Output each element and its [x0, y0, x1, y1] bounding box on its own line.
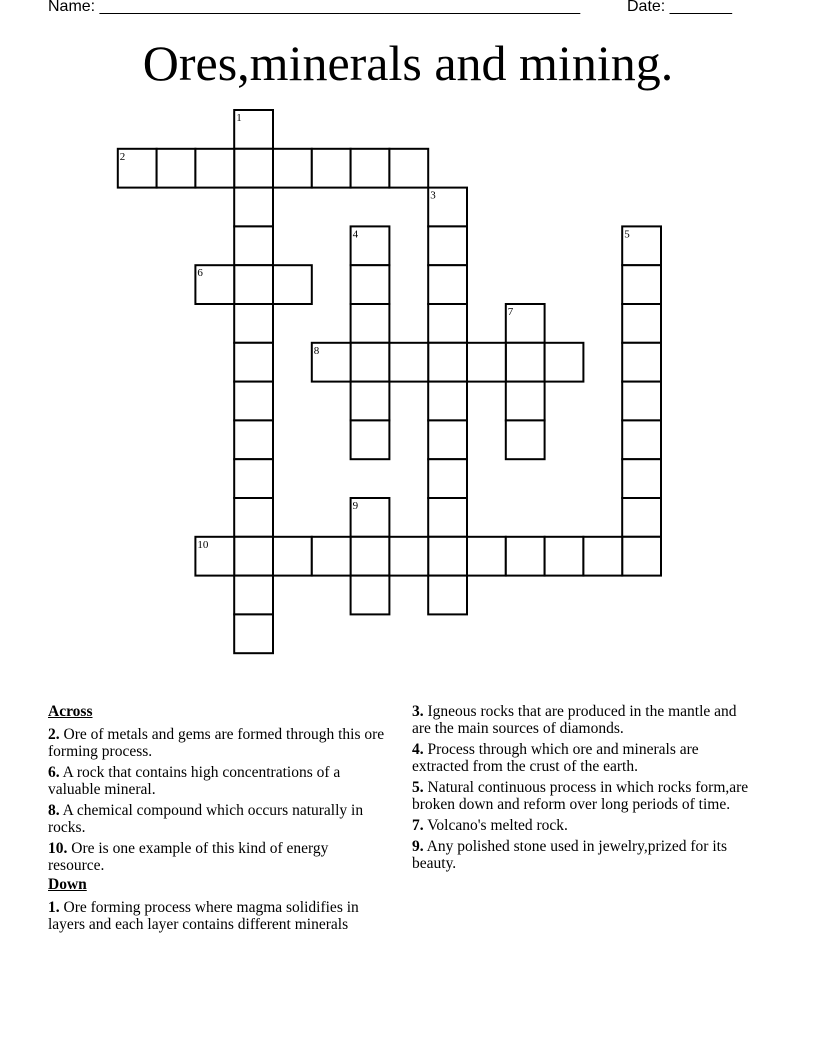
clue-down-7	[412, 817, 752, 834]
grid-cell[interactable]	[545, 343, 584, 382]
clue-number-label: 8	[313, 344, 320, 357]
clue-across-10	[48, 840, 388, 874]
grid-cell[interactable]	[351, 537, 390, 576]
clue-text: A rock that contains high concentrations of a valuable mineral.	[48, 764, 341, 798]
grid-cell[interactable]	[622, 537, 661, 576]
grid-cell[interactable]	[622, 382, 661, 421]
clue-down-4	[412, 741, 752, 775]
clue-down-9	[412, 838, 752, 872]
grid-cell[interactable]	[506, 420, 545, 459]
grid-cell[interactable]	[351, 304, 390, 343]
clue-text: Ore is one example of this kind of energy resource.	[48, 840, 329, 874]
clue-number: 8.	[48, 802, 60, 819]
grid-cell[interactable]	[467, 343, 506, 382]
down-heading: Down	[48, 876, 87, 893]
name-field[interactable]: Name: ______________________________________________________	[48, 0, 581, 15]
clue-number: 1.	[48, 899, 60, 916]
grid-cell[interactable]	[428, 226, 467, 265]
grid-cell[interactable]	[351, 343, 390, 382]
across-heading: Across	[48, 703, 93, 720]
grid-cell[interactable]	[157, 149, 196, 188]
clue-number: 4.	[412, 741, 424, 758]
grid-cell[interactable]	[428, 498, 467, 537]
grid-cell[interactable]	[234, 149, 273, 188]
clue-text: Igneous rocks that are produced in the mantle and are the main sources of diamonds.	[412, 703, 737, 737]
clues-right-column	[412, 703, 752, 876]
grid-cell[interactable]	[428, 576, 467, 615]
clue-number-label: 5	[624, 228, 630, 241]
clue-number-label: 9	[352, 500, 359, 512]
grid-cell[interactable]	[351, 149, 390, 188]
grid-cell[interactable]	[622, 420, 661, 459]
clue-text: Ore of metals and gems are formed through this ore forming process.	[48, 726, 385, 760]
grid-cell[interactable]	[389, 149, 428, 188]
grid-cell[interactable]	[428, 459, 467, 498]
grid-cell[interactable]	[467, 537, 506, 576]
grid-cell[interactable]	[389, 343, 428, 382]
grid-cell[interactable]	[195, 149, 234, 188]
clue-number-label: 6	[197, 267, 203, 280]
grid-cell[interactable]	[273, 149, 312, 188]
clue-across-2	[48, 726, 388, 760]
grid-cell[interactable]	[583, 537, 622, 576]
clue-number-label: 2	[119, 150, 126, 163]
clue-text: A chemical compound which occurs naturally in rocks.	[48, 802, 364, 836]
grid-cell[interactable]	[234, 304, 273, 343]
clue-down-1	[48, 899, 388, 933]
clue-text: Any polished stone used in jewelry,prized for its beauty.	[412, 838, 727, 872]
grid-cell[interactable]	[234, 343, 273, 382]
grid-cell[interactable]	[506, 537, 545, 576]
grid-cell[interactable]	[351, 576, 390, 615]
grid-cell[interactable]	[389, 537, 428, 576]
grid-cell[interactable]	[545, 537, 584, 576]
grid-cell[interactable]	[622, 343, 661, 382]
clue-down-3	[412, 703, 752, 737]
grid-cell[interactable]	[273, 537, 312, 576]
grid-cell[interactable]	[234, 614, 273, 653]
grid-cell[interactable]	[351, 420, 390, 459]
grid-cell[interactable]	[234, 498, 273, 537]
grid-cell[interactable]	[622, 459, 661, 498]
grid-cell[interactable]	[351, 265, 390, 304]
grid-cell[interactable]	[312, 149, 351, 188]
grid-cell[interactable]	[428, 343, 467, 382]
clue-text: Natural continuous process in which rocks form,are broken down and reform over long periods of time.	[412, 779, 749, 813]
grid-cell[interactable]	[428, 304, 467, 343]
clue-text: Volcano's melted rock.	[427, 817, 568, 834]
grid-cell[interactable]	[234, 265, 273, 304]
date-field[interactable]: Date: _______	[627, 0, 732, 15]
clue-down-5	[412, 779, 752, 813]
clue-number-label: 4	[352, 228, 359, 241]
grid-cell[interactable]	[234, 382, 273, 421]
grid-cell[interactable]	[622, 265, 661, 304]
clue-number-label: 10	[197, 538, 209, 551]
clue-number-label: 3	[430, 189, 436, 202]
puzzle-title: Ores,minerals and mining.	[142, 35, 674, 91]
clue-number: 3.	[412, 703, 424, 720]
grid-cell[interactable]	[351, 382, 390, 421]
grid-cell[interactable]	[428, 537, 467, 576]
clue-text: Ore forming process where magma solidifies in layers and each layer contains different minerals	[48, 899, 359, 933]
grid-cell[interactable]	[234, 226, 273, 265]
clue-number: 2.	[48, 726, 60, 743]
grid-cell[interactable]	[312, 537, 351, 576]
clues-left-column	[48, 703, 388, 937]
clue-number: 9.	[412, 838, 424, 855]
grid-cell[interactable]	[428, 265, 467, 304]
grid-cell[interactable]	[622, 304, 661, 343]
grid-cell[interactable]	[273, 265, 312, 304]
grid-cell[interactable]	[234, 576, 273, 615]
clue-number-label: 1	[236, 112, 242, 124]
clue-across-6	[48, 764, 388, 798]
clue-number: 10.	[48, 840, 68, 857]
grid-cell[interactable]	[506, 343, 545, 382]
clue-number: 7.	[412, 817, 424, 834]
grid-cell[interactable]	[506, 382, 545, 421]
clue-number: 6.	[48, 764, 60, 781]
grid-cell[interactable]	[428, 420, 467, 459]
grid-cell[interactable]	[234, 420, 273, 459]
grid-cell[interactable]	[428, 382, 467, 421]
clue-across-8	[48, 802, 388, 836]
clue-number-label: 7	[507, 306, 514, 318]
clue-number: 5.	[412, 779, 424, 796]
grid-cell[interactable]	[234, 537, 273, 576]
grid-cell[interactable]	[234, 459, 273, 498]
clue-text: Process through which ore and minerals are extracted from the crust of the earth.	[412, 741, 699, 775]
grid-cell[interactable]	[234, 188, 273, 227]
grid-cell[interactable]	[622, 498, 661, 537]
